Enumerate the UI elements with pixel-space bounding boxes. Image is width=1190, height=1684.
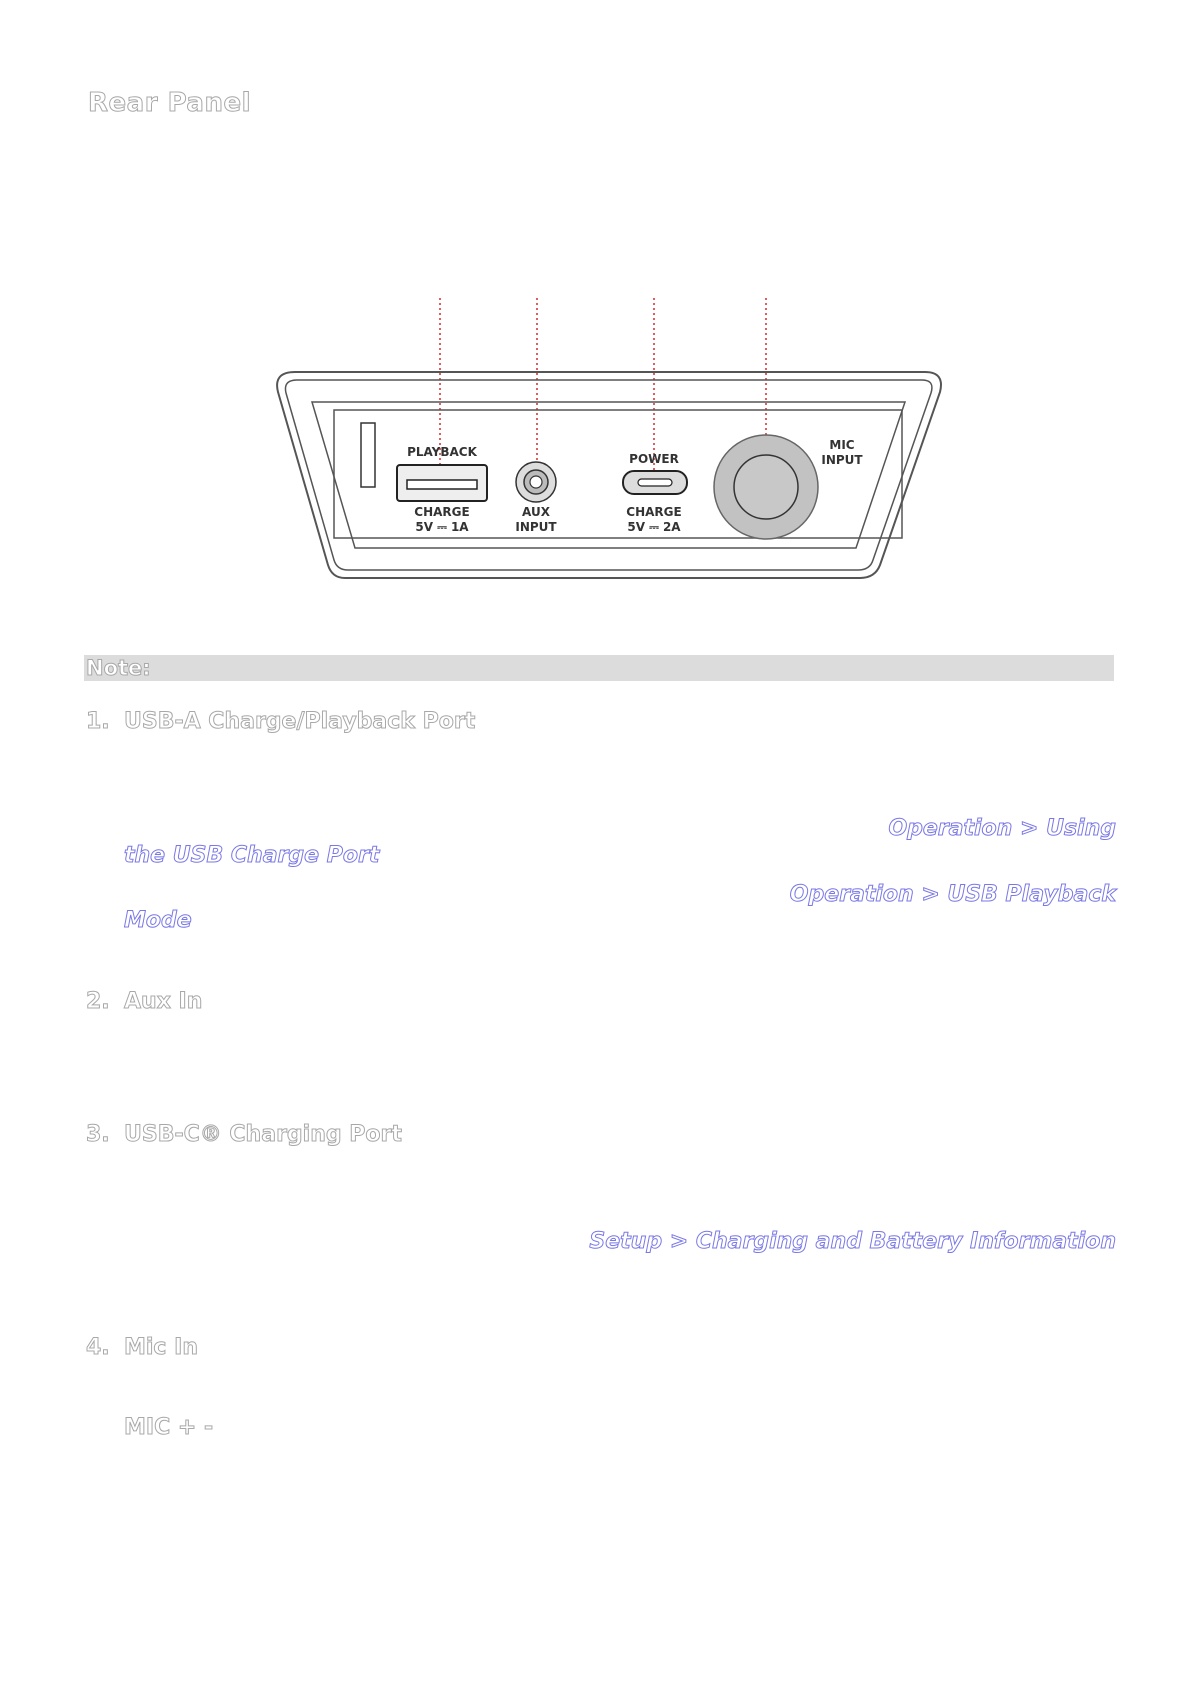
link-usb-charge-port-b[interactable]: the USB Charge Port xyxy=(124,843,380,868)
label-rating-a: 5V ⎓ 1A xyxy=(415,520,469,534)
note-bar xyxy=(84,655,1114,681)
item-title-2: Aux In xyxy=(124,989,203,1014)
note-label: Note: xyxy=(86,656,151,680)
item-number-2: 2. xyxy=(86,989,110,1014)
label-aux-2: INPUT xyxy=(515,520,557,534)
link-usb-playback-b[interactable]: Mode xyxy=(124,908,192,933)
label-charge-a: CHARGE xyxy=(414,505,470,519)
rear-panel-diagram xyxy=(0,0,1190,620)
label-mic-2: INPUT xyxy=(821,453,863,467)
link-usb-playback-a[interactable]: Operation > USB Playback xyxy=(789,882,1116,907)
slot-icon xyxy=(361,423,375,487)
item-number-4: 4. xyxy=(86,1335,110,1360)
item-number-1: 1. xyxy=(86,709,110,734)
label-power: POWER xyxy=(629,452,679,466)
item-title-4: Mic In xyxy=(124,1335,198,1360)
label-charge-c: CHARGE xyxy=(626,505,682,519)
panel-outer-outline xyxy=(277,372,941,578)
mic-polarity-text: MIC + - xyxy=(124,1415,214,1440)
item-title-3: USB-C® Charging Port xyxy=(124,1122,402,1147)
label-playback: PLAYBACK xyxy=(407,445,477,459)
label-rating-c: 5V ⎓ 2A xyxy=(627,520,681,534)
page-title: Rear Panel xyxy=(88,88,252,118)
link-usb-charge-port-a[interactable]: Operation > Using xyxy=(888,816,1116,841)
label-aux-1: AUX xyxy=(522,505,550,519)
panel-middle-outline xyxy=(285,380,931,570)
link-charging-info[interactable]: Setup > Charging and Battery Information xyxy=(589,1229,1116,1254)
item-title-1: USB-A Charge/Playback Port xyxy=(124,709,476,734)
label-mic-1: MIC xyxy=(829,438,855,452)
item-number-3: 3. xyxy=(86,1122,110,1147)
